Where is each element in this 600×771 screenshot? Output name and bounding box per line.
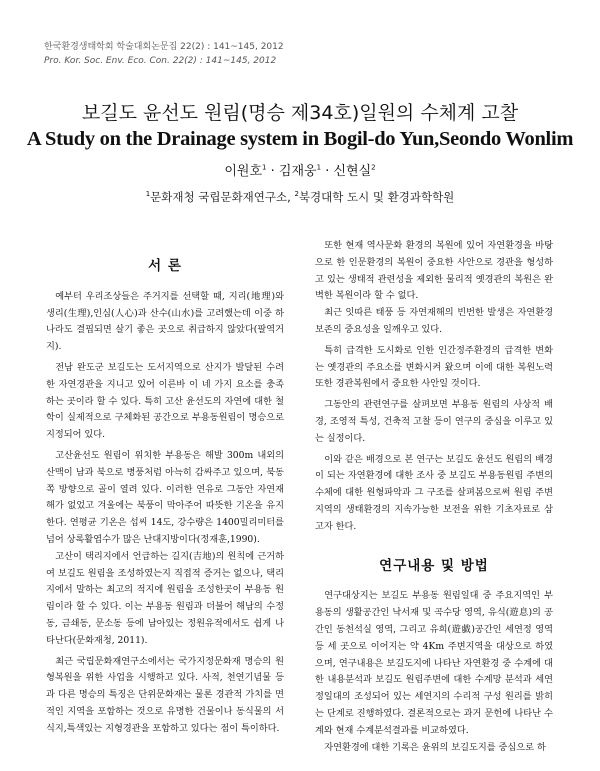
left-column bbox=[46, 238, 284, 738]
author-list bbox=[0, 160, 600, 179]
author-name: 이원호 bbox=[224, 164, 263, 179]
affiliation-text: 문화재청 국립문화재연구소, bbox=[150, 190, 291, 204]
body-paragraph: 그동안의 관련연구를 살펴보면 부용동 원림의 사상적 배경, 조영적 특성, 건축적 고찰 등이 연구의 중심을 이루고 있는 실정이다. bbox=[315, 399, 553, 444]
affiliation-text: 북경대학 도시 및 환경과학학원 bbox=[298, 190, 455, 204]
body-paragraph: 최근 국립문화재연구소에서는 국가지정문화재 명승의 원형복원을 위한 사업을 시행하고 있다. 사적, 천연기념물 등과 다른 명승의 특징은 단위문화재는 물론 경관적 가치를 면적인 지역을 포함하는 것으로 유명한 건물이나 동식물의 서식지,특색있는 지형경관을 포함하고 있다는 점이 특이하다. bbox=[46, 655, 284, 734]
body-paragraph: 최근 잇따른 태풍 등 자연재해의 빈번한 발생은 자연환경 보존의 중요성을 일깨우고 있다. bbox=[315, 307, 553, 335]
author-affiliation-mark: 1 bbox=[316, 163, 322, 172]
affiliation-list bbox=[0, 189, 600, 205]
right-column bbox=[315, 238, 553, 756]
body-paragraph: 또한 현재 역사문화 환경의 복원에 있어 자연환경을 바탕으로 한 인문환경의 복원이 중요한 사안으로 경관을 형성하고 있는 생태적 관련성을 제외한 물리적 옛경관의 복원은 완벽한 복원이라 할 수 없다. bbox=[315, 240, 553, 302]
author-name: 신현실 bbox=[333, 164, 372, 179]
affiliation-mark: 1 bbox=[145, 190, 151, 199]
journal-header bbox=[44, 40, 284, 68]
body-paragraph: 특히 급격한 도시화로 인한 인간정주환경의 급격한 변화는 옛경관의 주요소를 변화시켜 왔으며 이에 대한 복원노력 또한 경관복원에서 중요한 사안일 것이다. bbox=[315, 344, 553, 390]
body-paragraph: 고산이 택리지에서 언급하는 길지(吉地)의 원칙에 근거하여 보길도 원림을 조성하였는지 직접적 증거는 없으나, 택리지에서 말하는 최고의 적지에 원림을 조성한곳이 부용동 원림이라 할 수 있다. 이는 부용동 원림과 더불어 해남의 수정동, 금쇄동, 문소동 등에 남아있는 정원유적에서도 쉽게 나타난다(문화재청, 2011). bbox=[46, 550, 284, 646]
author-affiliation-mark: 1 bbox=[262, 163, 267, 172]
section-heading-introduction: 서 론 bbox=[148, 258, 182, 274]
body-paragraph: 예부터 우리조상들은 주거지를 선택할 때, 지리(地理)와 생리(生理),인심(人心)과 산수(山水)를 고려했는데 이중 하나라도 결핍되면 살기 좋은 곳으로 취급하지 않았다(팔역거지). bbox=[46, 290, 284, 353]
affiliation-mark: 2 bbox=[294, 190, 299, 199]
journal-line-korean: 한국환경생태학회 학술대회논문집 22(2) : 141~145, 2012 bbox=[44, 42, 284, 52]
body-paragraph: 이와 같은 배경으로 본 연구는 보길도 윤선도 원림의 배경이 되는 자연환경에 대한 조사 중 보길도 부용동원림 주변의 수체에 대한 원형파악과 그 구조를 살펴봄으로써 원림 주변지역의 생태환경의 지속가능한 보전을 위한 기초자료로 삼고자 한다. bbox=[315, 453, 553, 532]
author-separator: · bbox=[321, 164, 334, 179]
body-paragraph: 고산윤선도 원림이 위치한 부용동은 해발 300m 내외의 산맥이 남과 북으로 병풍처럼 아늑히 감싸주고 있으며, 북동쪽 방향으로 골이 열려 있다. 이러한 연유로 그동안 자연재해가 없었고 겨울에는 북풍이 막아주어 따뜻한 기온을 유지한다. 연평균 기온은 섭씨 14도, 강수량은 1400밀리미터를 넘어 상록활엽수가 많은 난대지방이다(정재훈,1990). bbox=[46, 449, 284, 545]
author-name: 김재웅 bbox=[278, 164, 317, 179]
body-paragraph: 연구대상지는 보길도 부용동 원림일대 중 주요지역인 부용동의 생활공간인 낙서재 및 곡수당 영역, 유식(遊息)의 공간인 동천석실 영역, 그리고 유희(遊戱)공간인 세연정 영역 등 세 곳으로 이어지는 약 4Km 주변지역을 대상으로 하였으며, 연구내용은 보길도지에 나타난 자연환경 중 수계에 대한 내용분석과 보길도 원림주변에 대한 수계망 분석과 세연정일대의 조성되어 있는 세연지의 수리적 구성 원리를 밝히는 단계로 진행하였다. 결론적으로는 과거 문헌에 나타난 수계와 현재 수계분석결과를 비교하였다. bbox=[315, 590, 553, 736]
section-heading-methods: 연구내용 및 방법 bbox=[379, 557, 489, 574]
body-paragraph: 전남 완도군 보길도는 도서지역으로 산지가 발달된 수려한 자연경관을 지니고 있어 이른바 이 네 가지 요소를 충족하는 곳이라 할 수 있다. 특히 고산 윤선도의 자연에 대한 철학이 실제적으로 구체화된 공간으로 부용동원림이 명승으로 지정되어 있다. bbox=[46, 361, 284, 441]
author-affiliation-mark: 2 bbox=[371, 163, 376, 172]
paper-title-english: A Study on the Drainage system in Bogil-do Yun,Seondo Wonlim bbox=[26, 128, 574, 150]
paper-title-korean: 보길도 윤선도 원림(명승 제34호)일원의 수체계 고찰 bbox=[81, 102, 519, 124]
journal-line-english: Pro. Kor. Soc. Env. Eco. Con. 22(2) : 141~145, 2012 bbox=[44, 56, 277, 66]
author-separator: · bbox=[266, 164, 279, 179]
body-paragraph: 자연환경에 대한 기록은 윤위의 보길도지를 중심으로 하 bbox=[324, 741, 546, 753]
